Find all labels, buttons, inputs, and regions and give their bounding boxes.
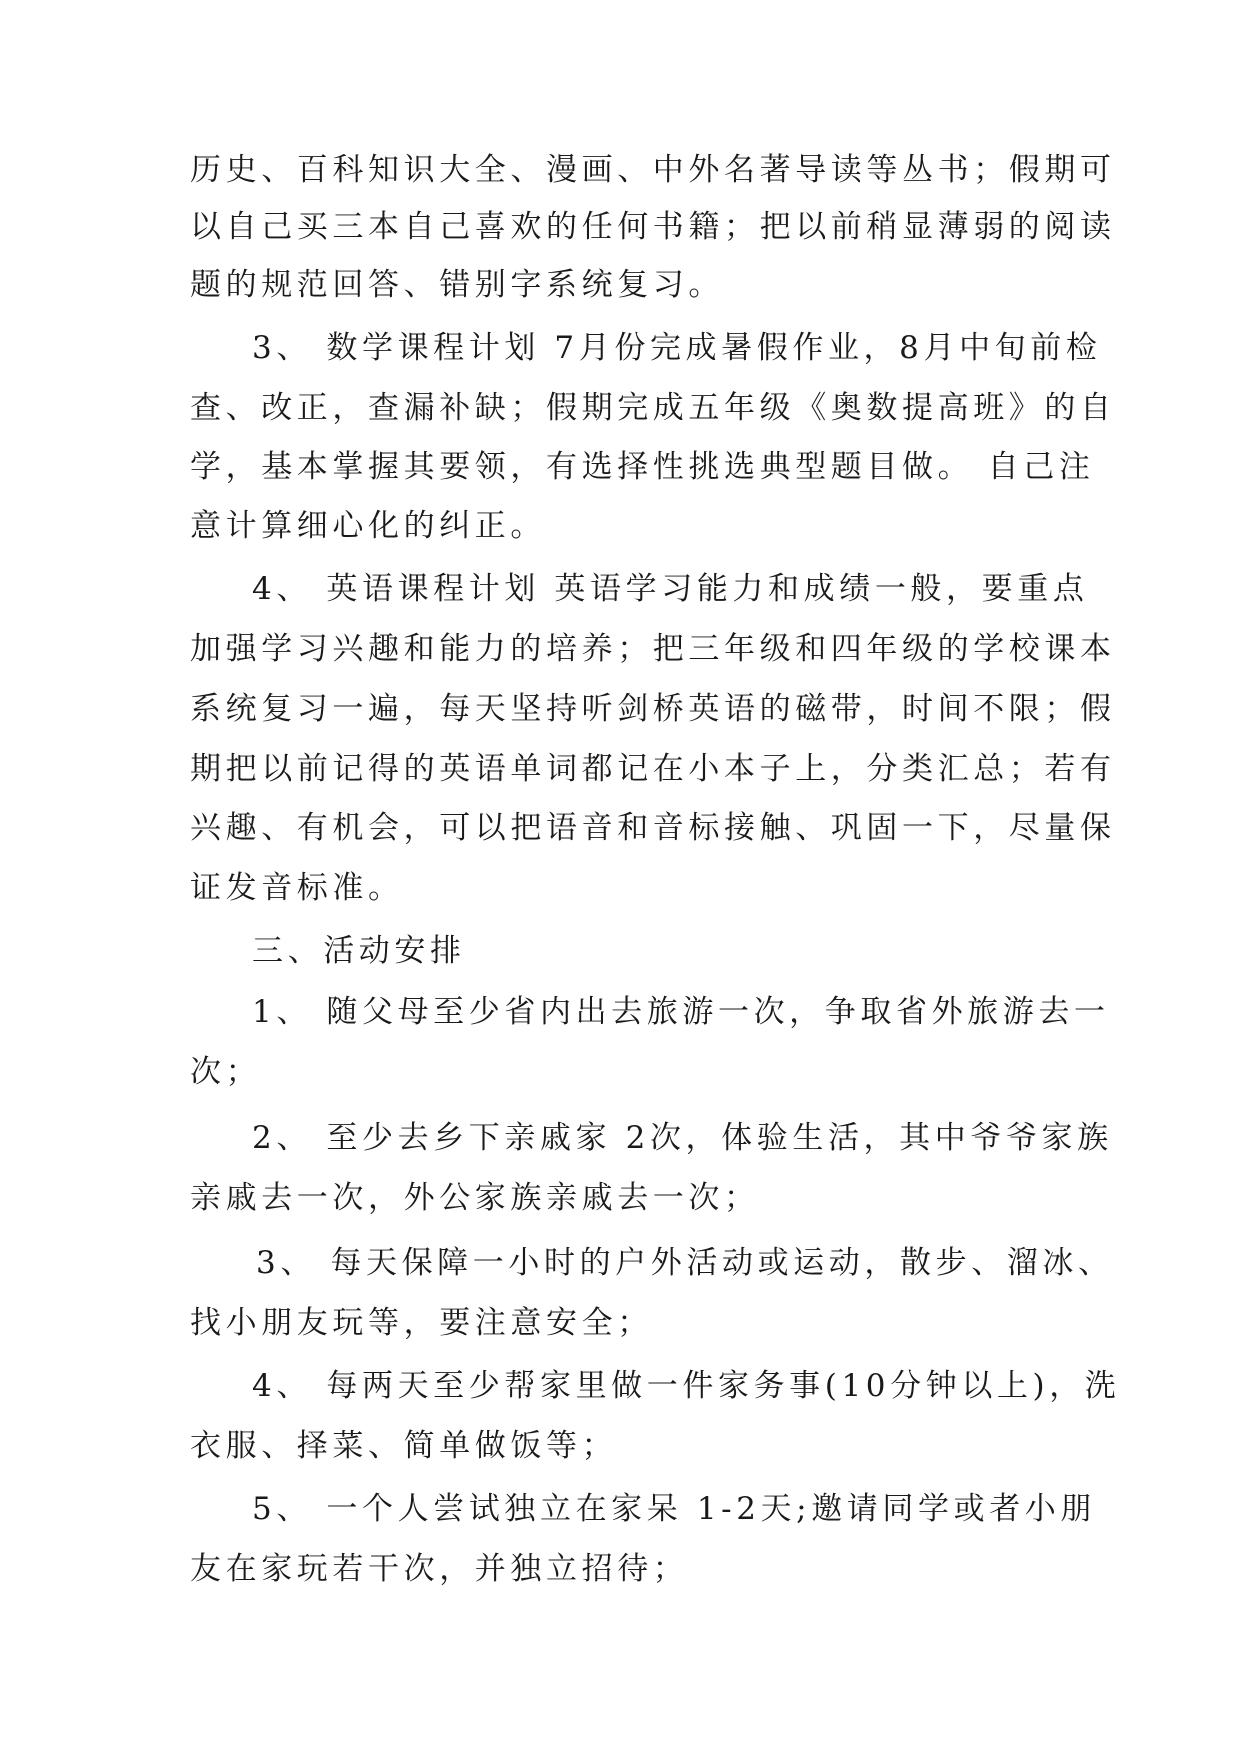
text-line: 加强学习兴趣和能力的培养；把三年级和四年级的学校课本	[190, 631, 1116, 667]
text-line: 查、改正，查漏补缺；假期完成五年级《奥数提高班》的自	[190, 390, 1116, 426]
text-line: 意计算细心化的纠正。	[190, 508, 546, 544]
text-line: 衣服、择菜、简单做饭等；	[190, 1428, 618, 1464]
text-line: 兴趣、有机会，可以把语音和音标接触、巩固一下，尽量保	[190, 810, 1116, 846]
text-line: 期把以前记得的英语单词都记在小本子上，分类汇总；若有	[190, 751, 1116, 787]
text-line: 友在家玩若干次，并独立招待；	[190, 1551, 689, 1587]
text-line: 4、 英语课程计划 英语学习能力和成绩一般，要重点	[252, 571, 1089, 607]
text-line: 历史、百科知识大全、漫画、中外名著导读等丛书；假期可	[190, 152, 1116, 188]
text-line: 3、 每天保障一小时的户外活动或运动，散步、溜冰、	[256, 1245, 1114, 1281]
text-line: 1、 随父母至少省内出去旅游一次，争取省外旅游去一	[252, 994, 1110, 1030]
text-line: 找小朋友玩等，要注意安全；	[190, 1305, 653, 1341]
section-heading: 三、活动安排	[252, 933, 466, 969]
text-line: 学，基本掌握其要领，有选择性挑选典型题目做。 自己注	[190, 449, 1095, 485]
text-line: 题的规范回答、错别字系统复习。	[190, 267, 724, 303]
text-line: 系统复习一遍，每天坚持听剑桥英语的磁带，时间不限；假	[190, 691, 1116, 727]
text-line: 5、 一个人尝试独立在家呆 1-2天;邀请同学或者小朋	[252, 1491, 1096, 1527]
text-line: 次；	[190, 1054, 262, 1090]
text-line: 以自己买三本自己喜欢的任何书籍；把以前稍显薄弱的阅读	[190, 209, 1116, 245]
text-line: 亲戚去一次，外公家族亲戚去一次；	[190, 1180, 760, 1216]
text-line: 2、 至少去乡下亲戚家 2次，体验生活，其中爷爷家族	[252, 1120, 1113, 1156]
text-line: 4、 每两天至少帮家里做一件家务事(10分钟以上)，洗	[252, 1368, 1121, 1404]
text-line: 证发音标准。	[190, 870, 404, 906]
text-line: 3、 数学课程计划 7月份完成暑假作业，8月中旬前检	[252, 330, 1102, 366]
